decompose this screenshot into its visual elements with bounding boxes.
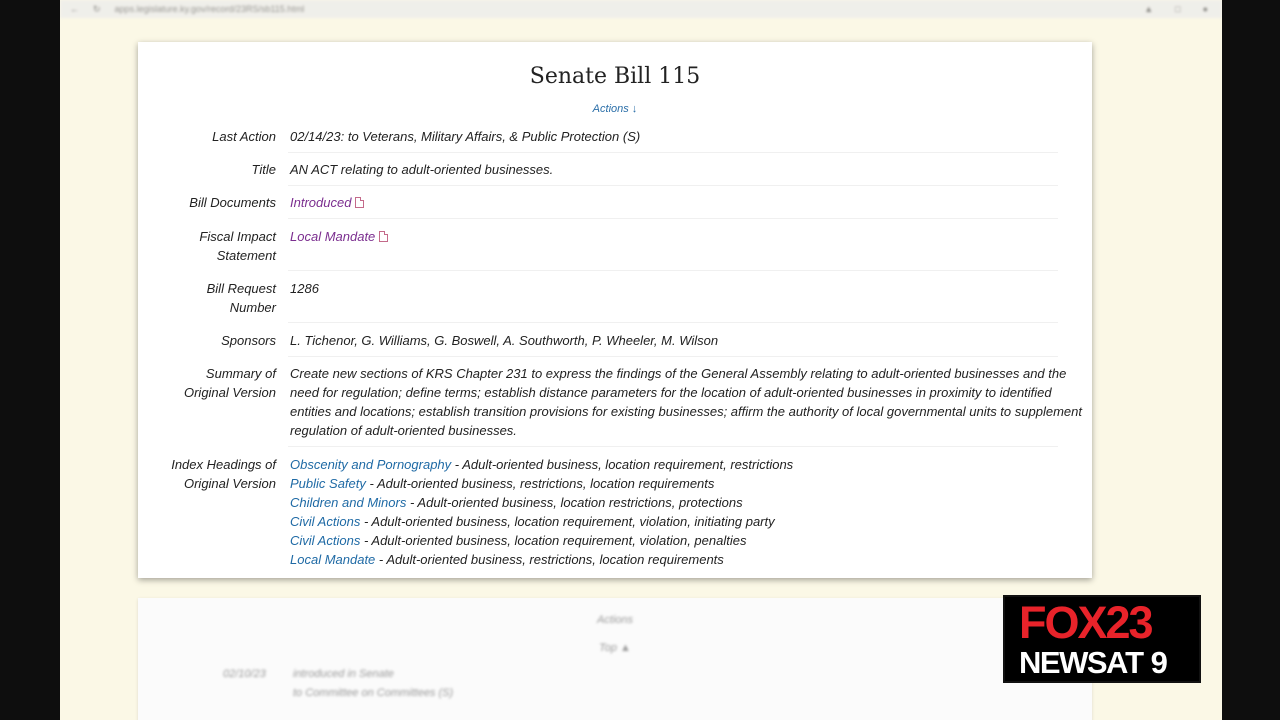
reload-icon[interactable]: ↻ xyxy=(93,3,101,14)
summary-label-line1: Summary of xyxy=(205,366,276,381)
index-heading-link[interactable]: Public Safety xyxy=(290,476,366,491)
list-item xyxy=(290,550,1085,569)
fiscal-impact-label-line2: Statement xyxy=(216,248,276,263)
top-link-label[interactable]: Top xyxy=(599,642,617,654)
divider xyxy=(288,152,1058,153)
divider xyxy=(288,185,1058,186)
action-date: 02/10/23 xyxy=(223,668,266,680)
logo-news-text: NEWS xyxy=(1019,645,1106,680)
bill-documents-value xyxy=(290,193,1085,212)
index-heading-text: - Adult-oriented business, location restrictions, protections xyxy=(406,495,743,510)
introduced-document-link[interactable]: Introduced xyxy=(290,195,352,210)
index-heading-link[interactable]: Children and Minors xyxy=(290,495,407,510)
pdf-icon[interactable] xyxy=(355,197,364,208)
divider xyxy=(288,218,1058,219)
profile-icon[interactable]: ● xyxy=(1202,4,1208,14)
index-heading-link[interactable]: Civil Actions xyxy=(290,514,361,529)
title-label: Title xyxy=(251,162,276,177)
divider xyxy=(288,356,1058,357)
list-item xyxy=(290,474,1085,493)
index-headings-label xyxy=(126,455,276,493)
index-heading-link[interactable]: Civil Actions xyxy=(290,533,361,548)
actions-jump-link[interactable]: Actions ↓ xyxy=(592,103,638,115)
summary-label-line2: Original Version xyxy=(183,385,276,400)
index-heading-text: - Adult-oriented business, location requirement, restrictions xyxy=(451,457,794,472)
top-link[interactable]: Top ▲ xyxy=(599,642,631,654)
index-heading-text: - Adult-oriented business, restrictions, location requirements xyxy=(365,476,715,491)
divider xyxy=(288,270,1058,271)
fiscal-impact-label xyxy=(126,227,276,265)
index-headings-label-line1: Index Headings of xyxy=(171,457,276,472)
index-heading-text: - Adult-oriented business, location requirement, violation, penalties xyxy=(360,533,747,548)
index-heading-text: - Adult-oriented business, location requirement, violation, initiating party xyxy=(360,514,775,529)
divider xyxy=(288,446,1058,447)
logo-line2 xyxy=(1019,645,1167,681)
actions-heading: Actions xyxy=(596,614,634,626)
list-item xyxy=(290,512,1085,531)
logo-at9-text: AT 9 xyxy=(1106,645,1167,680)
last-action-value: 02/14/23: to Veterans, Military Affairs, & Public Protection (S) xyxy=(290,129,641,144)
index-heading-link[interactable]: Obscenity and Pornography xyxy=(290,457,452,472)
pdf-icon[interactable] xyxy=(379,231,388,242)
list-item xyxy=(290,455,1085,474)
bill-request-label-line2: Number xyxy=(229,300,276,315)
divider xyxy=(288,322,1058,323)
local-mandate-document-link[interactable]: Local Mandate xyxy=(290,229,376,244)
summary-value: Create new sections of KRS Chapter 231 to express the findings of the General Assembly relating to adult-oriented businesses and the need for regulation; define terms; establish distance parameters for the location of adult-oriented businesses in proximity to identified entities and locations; establish transition provisions for existing businesses; affirm the authority of local governmental units to supplement regulation of adult-oriented businesses. xyxy=(290,366,1082,438)
share-icon[interactable]: ▲ xyxy=(1144,4,1154,14)
index-headings-label-line2: Original Version xyxy=(183,476,276,491)
bill-request-label-line1: Bill Request xyxy=(206,281,276,296)
bill-documents-label: Bill Documents xyxy=(189,195,276,210)
fiscal-impact-value xyxy=(290,227,1085,246)
bill-request-value: 1286 xyxy=(290,281,319,296)
index-heading-text: - Adult-oriented business, restrictions, location requirements xyxy=(375,552,724,567)
logo-line1: FOX23 xyxy=(1019,597,1152,648)
last-action-label: Last Action xyxy=(212,129,276,144)
index-heading-link[interactable]: Local Mandate xyxy=(290,552,376,567)
page-title: Senate Bill 115 xyxy=(529,64,701,89)
extension-icon[interactable]: □ xyxy=(1175,4,1181,14)
fox23-news-logo xyxy=(1003,595,1201,683)
list-item xyxy=(290,493,1085,512)
bill-details-card xyxy=(138,42,1092,578)
browser-toolbar xyxy=(60,0,1222,18)
index-headings-list xyxy=(290,455,1085,569)
sponsors-label: Sponsors xyxy=(221,333,276,348)
actions-card xyxy=(138,598,1092,720)
address-bar[interactable]: apps.legislature.ky.gov/record/23RS/sb115.html xyxy=(114,4,305,14)
title-value: AN ACT relating to adult-oriented businesses. xyxy=(290,162,554,177)
fiscal-impact-label-line1: Fiscal Impact xyxy=(199,229,276,244)
action-text-line1: introduced in Senate xyxy=(293,668,394,680)
bill-request-label xyxy=(126,279,276,317)
back-icon[interactable]: ← xyxy=(70,4,79,14)
summary-label xyxy=(126,364,276,402)
sponsors-links[interactable]: L. Tichenor, G. Williams, G. Boswell, A. Southworth, P. Wheeler, M. Wilson xyxy=(290,333,719,348)
list-item xyxy=(290,531,1085,550)
action-text-line2: to Committee on Committees (S) xyxy=(293,687,454,699)
